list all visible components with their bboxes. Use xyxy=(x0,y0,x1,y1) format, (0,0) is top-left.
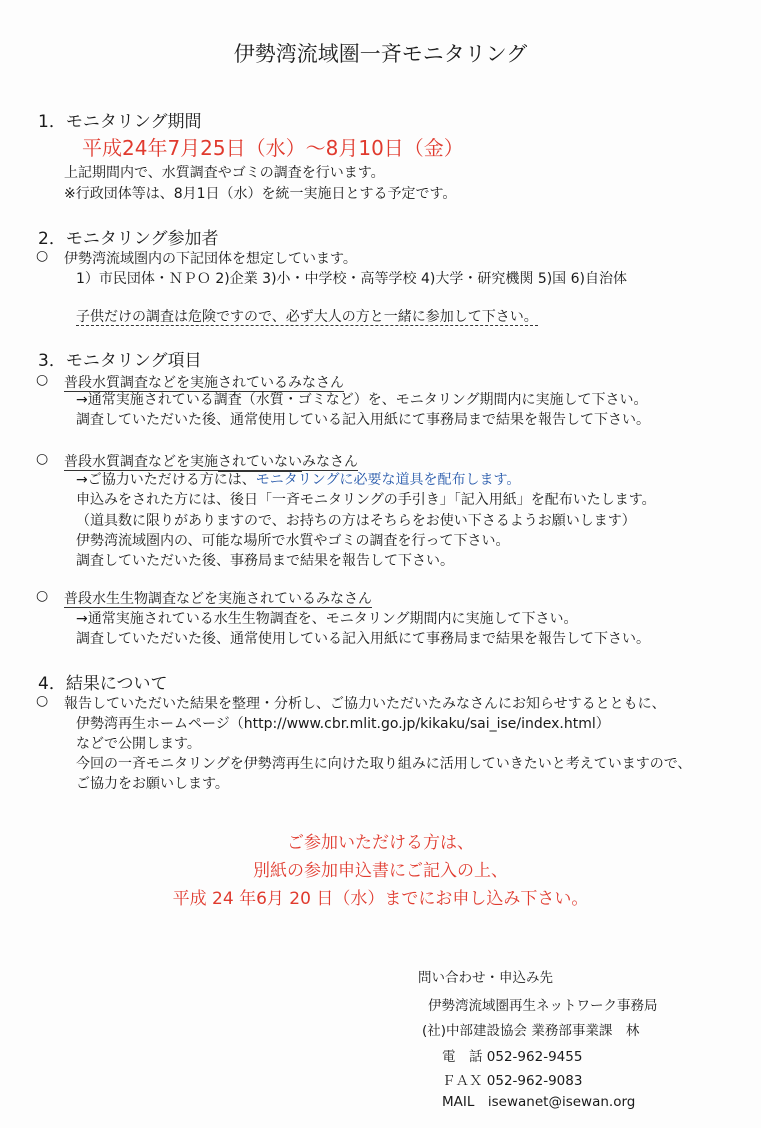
group-a-line1: →通常実施されている調査（水質・ゴミなど）を、モニタリング期間内に実施して下さい。 xyxy=(76,392,648,408)
group-b-title-emph: されていない xyxy=(218,454,302,470)
s4-line3: などで公開します。 xyxy=(76,736,201,752)
section-4-heading: 4．結果について xyxy=(38,674,168,694)
group-c-title-text: 普段水生生物調査などを実施されているみなさん xyxy=(64,591,372,607)
group-c-title xyxy=(64,588,372,608)
contact-tel: 電 話 052-962-9455 xyxy=(442,1049,583,1065)
section-2-heading: 2．モニタリング参加者 xyxy=(38,229,219,249)
section-3-heading: 3．モニタリング項目 xyxy=(38,351,202,371)
contact-org: 伊勢湾流域圏再生ネットワーク事務局 xyxy=(428,998,658,1014)
group-a-line2: 調査していただいた後、通常使用している記入用紙にて事務局まで結果を報告して下さい。 xyxy=(76,412,650,428)
bullet-circle: ○ xyxy=(36,248,49,264)
s4-line1: 報告していただいた結果を整理・分析し、ご協力いただいたみなさんにお知らせするとともに、 xyxy=(64,696,666,712)
group-b-line5: 調査していただいた後、事務局まで結果を報告して下さい。 xyxy=(76,553,454,569)
monitoring-period: 平成24年7月25日（水）～8月10日（金） xyxy=(82,136,464,160)
group-c-line2: 調査していただいた後、通常使用している記入用紙にて事務局まで結果を報告して下さい。 xyxy=(76,631,650,647)
cta-line1: ご参加いただける方は、 xyxy=(287,833,474,853)
group-b-line3: （道具数に限りがありますので、お持ちの方はそちらをお使い下さるようお願いします） xyxy=(76,513,636,529)
bullet-circle: ○ xyxy=(36,693,49,709)
s2-line1: 伊勢湾流域圏内の下記団体を想定しています。 xyxy=(64,251,357,267)
safety-note xyxy=(76,306,538,326)
s1-line1: 上記期間内で、水質調査やゴミの調査を行います。 xyxy=(64,165,385,181)
bullet-circle: ○ xyxy=(36,588,49,604)
cta-line2: 別紙の参加申込書にご記入の上、 xyxy=(253,861,508,881)
contact-dept: (社)中部建設協会 業務部事業課 林 xyxy=(422,1023,640,1039)
group-b-line4: 伊勢湾流域圏内の、可能な場所で水質やゴミの調査を行って下さい。 xyxy=(76,533,510,549)
group-b-line2: 申込みをされた方には、後日「一斉モニタリングの手引き」「記入用紙」を配布いたします。 xyxy=(76,492,656,508)
s1-line2: ※行政団体等は、8月1日（水）を統一実施日とする予定です。 xyxy=(64,186,457,202)
participant-list: 1）市民団体・ＮＰＯ 2)企業 3)小・中学校・高等学校 4)大学・研究機関 5)国 6)自治体 xyxy=(76,271,628,287)
group-b-title-pre: 普段水質調査などを実施 xyxy=(64,454,218,470)
group-a-title-text: 普段水質調査などを実施されているみなさん xyxy=(64,375,344,391)
cta-line3: 平成 24 年6月 20 日（水）までにお申し込み下さい。 xyxy=(172,889,589,909)
bullet-circle: ○ xyxy=(36,372,49,388)
group-b-title-post: みなさん xyxy=(302,454,358,470)
s4-line4: 今回の一斉モニタリングを伊勢湾再生に向けた取り組みに活用していきたいと考えていますので、 xyxy=(76,756,692,772)
safety-note-text: 子供だけの調査は危険ですので、必ず大人の方と一緒に参加して下さい。 xyxy=(76,309,538,325)
s4-line5: ご協力をお願いします。 xyxy=(76,776,229,792)
group-c-line1: →通常実施されている水生生物調査を、モニタリング期間内に実施して下さい。 xyxy=(76,611,578,627)
s4-line2: 伊勢湾再生ホームページ（http://www.cbr.mlit.go.jp/kikaku/sai_ise/index.html） xyxy=(76,716,610,732)
bullet-circle: ○ xyxy=(36,451,49,467)
contact-label: 問い合わせ・申込み先 xyxy=(418,970,553,986)
group-b-line1-blue: モニタリングに必要な道具を配布します。 xyxy=(255,472,521,488)
section-1-heading: 1．モニタリング期間 xyxy=(38,112,202,132)
group-b-line1 xyxy=(76,469,520,489)
page-title: 伊勢湾流域圏一斉モニタリング xyxy=(233,42,528,66)
group-b-line1-pre: →ご協力いただける方には、 xyxy=(76,472,256,488)
group-b-title xyxy=(64,451,358,471)
contact-fax: ＦＡＸ 052-962-9083 xyxy=(442,1073,583,1089)
contact-mail: MAIL isewanet@isewan.org xyxy=(442,1094,636,1110)
